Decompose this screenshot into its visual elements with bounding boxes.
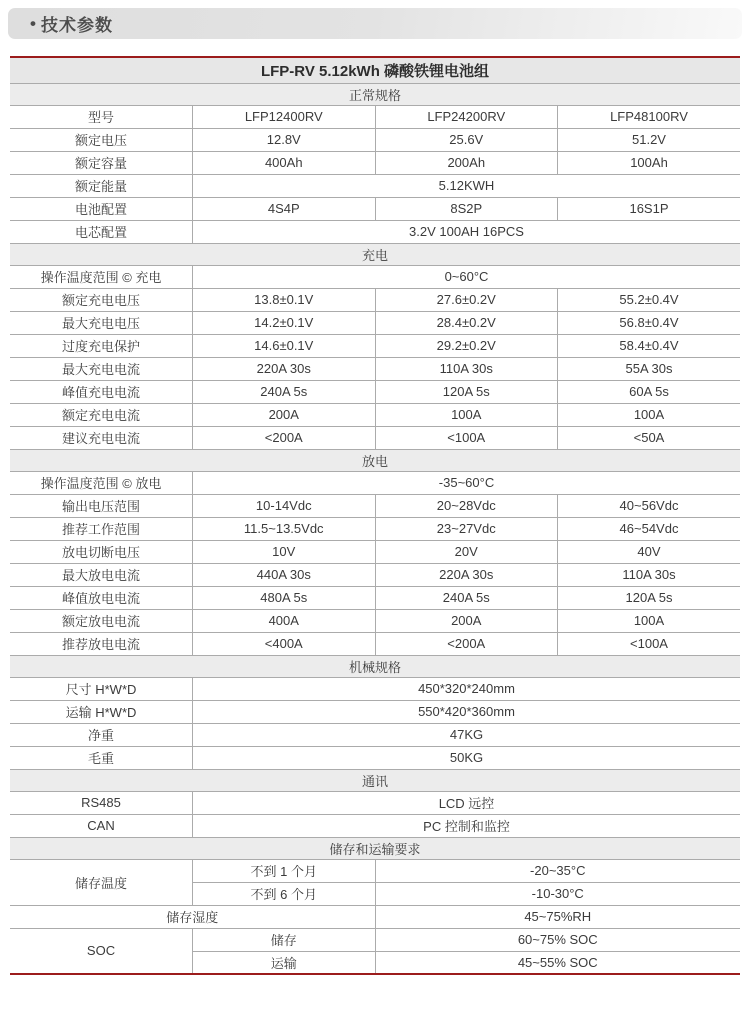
- table-title-row: [10, 57, 740, 83]
- spec-row: [10, 128, 740, 151]
- row-label-cell: 额定电压: [10, 128, 193, 151]
- value-cell: 55A 30s: [558, 357, 741, 380]
- spec-row: [10, 311, 740, 334]
- value-cell: 40V: [558, 540, 741, 563]
- row-label-cell: 推荐放电电流: [10, 632, 193, 655]
- row-label-cell: 净重: [10, 723, 193, 746]
- value-cell: 50KG: [193, 746, 741, 769]
- row-label-cell: 尺寸 H*W*D: [10, 677, 193, 700]
- row-label-cell: 建议充电电流: [10, 426, 193, 449]
- spec-row: [10, 677, 740, 700]
- value-cell: 440A 30s: [193, 563, 376, 586]
- bullet-icon: •: [30, 13, 37, 33]
- value-cell: 14.6±0.1V: [193, 334, 376, 357]
- value-cell: PC 控制和监控: [193, 814, 741, 837]
- spec-row: [10, 403, 740, 426]
- value-cell: 220A 30s: [193, 357, 376, 380]
- value-cell: 0~60°C: [193, 265, 741, 288]
- value-cell: 13.8±0.1V: [193, 288, 376, 311]
- spec-row: [10, 494, 740, 517]
- value-cell: 58.4±0.4V: [558, 334, 741, 357]
- value-cell: 60~75% SOC: [375, 928, 740, 951]
- value-cell: 10-14Vdc: [193, 494, 376, 517]
- banner-title: [8, 11, 113, 36]
- section-header-row: [10, 83, 740, 105]
- value-cell: 46~54Vdc: [558, 517, 741, 540]
- row-label-cell: 最大充电电流: [10, 357, 193, 380]
- spec-row: [10, 380, 740, 403]
- spec-row: [10, 426, 740, 449]
- row-label-cell: 毛重: [10, 746, 193, 769]
- row-label-cell: 过度充电保护: [10, 334, 193, 357]
- value-cell: <200A: [193, 426, 376, 449]
- value-cell: 200A: [375, 609, 558, 632]
- value-cell: 40~56Vdc: [558, 494, 741, 517]
- spec-table: [10, 56, 740, 975]
- value-cell: 120A 5s: [558, 586, 741, 609]
- row-label-cell: SOC: [10, 928, 193, 974]
- row-label-cell: 输出电压范围: [10, 494, 193, 517]
- section-header: 储存和运输要求: [10, 837, 740, 859]
- value-cell: 12.8V: [193, 128, 376, 151]
- row-label-cell: 额定能量: [10, 174, 193, 197]
- spec-row: [10, 791, 740, 814]
- row-label-cell: 推荐工作范围: [10, 517, 193, 540]
- value-cell: 储存: [193, 928, 376, 951]
- row-label-cell: 放电切断电压: [10, 540, 193, 563]
- section-header: 机械规格: [10, 655, 740, 677]
- value-cell: 200Ah: [375, 151, 558, 174]
- value-cell: 55.2±0.4V: [558, 288, 741, 311]
- value-cell: 60A 5s: [558, 380, 741, 403]
- row-label-cell: 储存湿度: [10, 905, 375, 928]
- value-cell: LFP24200RV: [375, 105, 558, 128]
- row-label-cell: 额定放电电流: [10, 609, 193, 632]
- row-label-cell: 储存温度: [10, 859, 193, 905]
- value-cell: <400A: [193, 632, 376, 655]
- value-cell: -20~35°C: [375, 859, 740, 882]
- section-header-row: [10, 449, 740, 471]
- value-cell: 400Ah: [193, 151, 376, 174]
- value-cell: 120A 5s: [375, 380, 558, 403]
- row-label-cell: 操作温度范围 © 放电: [10, 471, 193, 494]
- section-header-row: [10, 769, 740, 791]
- value-cell: 47KG: [193, 723, 741, 746]
- row-label-cell: 型号: [10, 105, 193, 128]
- tech-params-banner: [8, 8, 742, 39]
- value-cell: 25.6V: [375, 128, 558, 151]
- value-cell: 100A: [558, 609, 741, 632]
- value-cell: 100Ah: [558, 151, 741, 174]
- value-cell: <50A: [558, 426, 741, 449]
- value-cell: 100A: [375, 403, 558, 426]
- value-cell: 20~28Vdc: [375, 494, 558, 517]
- spec-row: [10, 174, 740, 197]
- section-header: 正常规格: [10, 83, 740, 105]
- row-label-cell: 操作温度范围 © 充电: [10, 265, 193, 288]
- spec-row: [10, 746, 740, 769]
- value-cell: 14.2±0.1V: [193, 311, 376, 334]
- row-label-cell: CAN: [10, 814, 193, 837]
- row-label-cell: 额定充电电压: [10, 288, 193, 311]
- section-header: 通讯: [10, 769, 740, 791]
- row-label-cell: 不到 6 个月: [193, 882, 376, 905]
- value-cell: 不到 1 个月: [193, 859, 376, 882]
- spec-row: [10, 197, 740, 220]
- spec-row: [10, 357, 740, 380]
- spec-row: [10, 586, 740, 609]
- spec-row: [10, 609, 740, 632]
- spec-row: [10, 632, 740, 655]
- value-cell: 29.2±0.2V: [375, 334, 558, 357]
- spec-row: [10, 814, 740, 837]
- value-cell: LFP12400RV: [193, 105, 376, 128]
- spec-row: [10, 471, 740, 494]
- row-label-cell: 峰值放电电流: [10, 586, 193, 609]
- value-cell: 5.12KWH: [193, 174, 741, 197]
- value-cell: 4S4P: [193, 197, 376, 220]
- value-cell: <100A: [558, 632, 741, 655]
- row-label-cell: RS485: [10, 791, 193, 814]
- section-header-row: [10, 837, 740, 859]
- value-cell: 240A 5s: [375, 586, 558, 609]
- spec-row: [10, 723, 740, 746]
- section-header-row: [10, 243, 740, 265]
- row-label-cell: 电芯配置: [10, 220, 193, 243]
- spec-row: [10, 700, 740, 723]
- row-label-cell: 额定充电电流: [10, 403, 193, 426]
- row-label-cell: 运输 H*W*D: [10, 700, 193, 723]
- value-cell: 20V: [375, 540, 558, 563]
- section-header: 充电: [10, 243, 740, 265]
- value-cell: 10V: [193, 540, 376, 563]
- value-cell: 110A 30s: [375, 357, 558, 380]
- value-cell: 100A: [558, 403, 741, 426]
- spec-row: [10, 540, 740, 563]
- spec-row: [10, 905, 740, 928]
- row-label-cell: 运输: [193, 951, 376, 974]
- value-cell: 45~75%RH: [375, 905, 740, 928]
- spec-row: [10, 859, 740, 882]
- value-cell: 56.8±0.4V: [558, 311, 741, 334]
- value-cell: 8S2P: [375, 197, 558, 220]
- row-label-cell: 额定容量: [10, 151, 193, 174]
- spec-row: [10, 334, 740, 357]
- row-label-cell: 最大充电电压: [10, 311, 193, 334]
- value-cell: LFP48100RV: [558, 105, 741, 128]
- spec-row: [10, 265, 740, 288]
- value-cell: 550*420*360mm: [193, 700, 741, 723]
- value-cell: 110A 30s: [558, 563, 741, 586]
- value-cell: 28.4±0.2V: [375, 311, 558, 334]
- banner-title-text: 技术参数: [40, 16, 113, 35]
- row-label-cell: 峰值充电电流: [10, 380, 193, 403]
- spec-row: [10, 220, 740, 243]
- spec-row: [10, 288, 740, 311]
- row-label-cell: 最大放电电流: [10, 563, 193, 586]
- spec-row: [10, 105, 740, 128]
- value-cell: 220A 30s: [375, 563, 558, 586]
- value-cell: <100A: [375, 426, 558, 449]
- section-header-row: [10, 655, 740, 677]
- value-cell: 23~27Vdc: [375, 517, 558, 540]
- value-cell: <200A: [375, 632, 558, 655]
- value-cell: -35~60°C: [193, 471, 741, 494]
- table-title: LFP-RV 5.12kWh 磷酸铁锂电池组: [10, 57, 740, 83]
- spec-row: [10, 928, 740, 951]
- value-cell: 51.2V: [558, 128, 741, 151]
- spec-row: [10, 517, 740, 540]
- value-cell: 45~55% SOC: [375, 951, 740, 974]
- value-cell: 480A 5s: [193, 586, 376, 609]
- value-cell: 200A: [193, 403, 376, 426]
- value-cell: -10-30°C: [375, 882, 740, 905]
- section-header: 放电: [10, 449, 740, 471]
- value-cell: LCD 远控: [193, 791, 741, 814]
- row-label-cell: 电池配置: [10, 197, 193, 220]
- value-cell: 27.6±0.2V: [375, 288, 558, 311]
- value-cell: 11.5~13.5Vdc: [193, 517, 376, 540]
- value-cell: 3.2V 100AH 16PCS: [193, 220, 741, 243]
- spec-row: [10, 151, 740, 174]
- spec-table-body: [10, 57, 740, 974]
- value-cell: 240A 5s: [193, 380, 376, 403]
- spec-row: [10, 563, 740, 586]
- value-cell: 16S1P: [558, 197, 741, 220]
- value-cell: 400A: [193, 609, 376, 632]
- value-cell: 450*320*240mm: [193, 677, 741, 700]
